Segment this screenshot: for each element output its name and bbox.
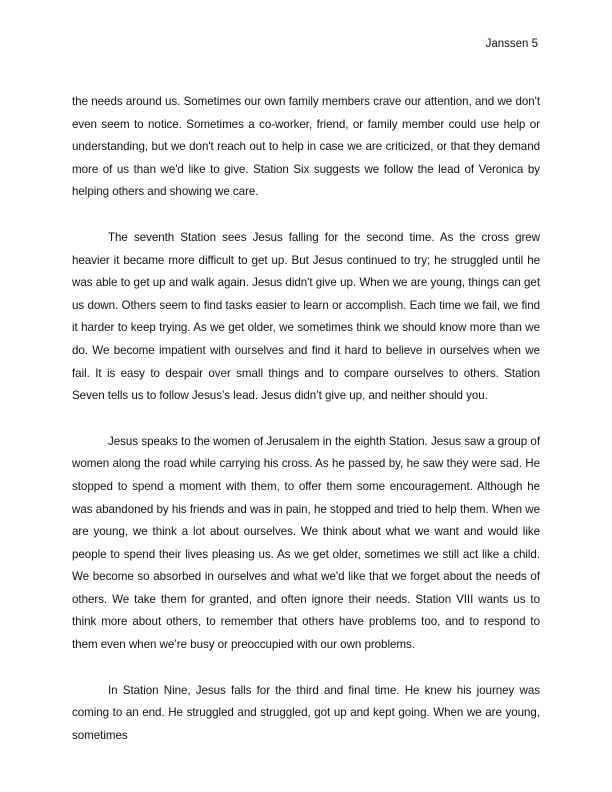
body-text [72,91,540,770]
paragraph-station-eight: Jesus speaks to the women of Jerusalem in the eighth Station. Jesus saw a group of women along the road while carrying his cross. As he passed by, he saw they were sad. He stopped to spend a moment with them, to offer them some encouragement. Although he was abandoned by his friends and was in pain, he stopped and tried to help them. When we are young, we think a lot about ourselves. We think about what we want and would like people to spend their lives pleasing us. As we get older, sometimes we still act like a child. We become so absorbed in ourselves and what we'd like that we forget about the needs of others. We take them for granted, and often ignore their needs. Station VIII wants us to think more about others, to remember that others have problems too, and to respond to them even when we’re busy or preoccupied with our own problems. [72,434,540,652]
paragraph-station-seven: The seventh Station sees Jesus falling for the second time. As the cross grew heavier it became more difficult to get up. But Jesus continued to try; he struggled until he was able to get up and walk again. Jesus didn't give up. When we are young, things can get us down. Others seem to find tasks easier to learn or accomplish. Each time we fail, we find it harder to keep trying. As we get older, we sometimes think we should know more than we do. We become impatient with ourselves and find it hard to believe in ourselves when we fail. It is easy to despair over small things and to compare ourselves to others. Station Seven tells us to follow Jesus’s lead. Jesus didn’t give up, and neither should you. [72,230,540,403]
running-head-page-number: Janssen 5 [485,38,538,50]
paragraph-station-nine: In Station Nine, Jesus falls for the third and final time. He knew his journey was coming to an end. He struggled and struggled, got up and kept going. When we are young, sometimes [72,683,540,742]
paragraph-station-six-continued: the needs around us. Sometimes our own family members crave our attention, and we don't even seem to notice. Sometimes a co-worker, friend, or family member could use help or understanding, but we don't reach out to help in case we are criticized, or that they demand more of us than we'd like to give. Station Six suggests we follow the lead of Veronica by helping others and showing we care. [72,95,540,199]
